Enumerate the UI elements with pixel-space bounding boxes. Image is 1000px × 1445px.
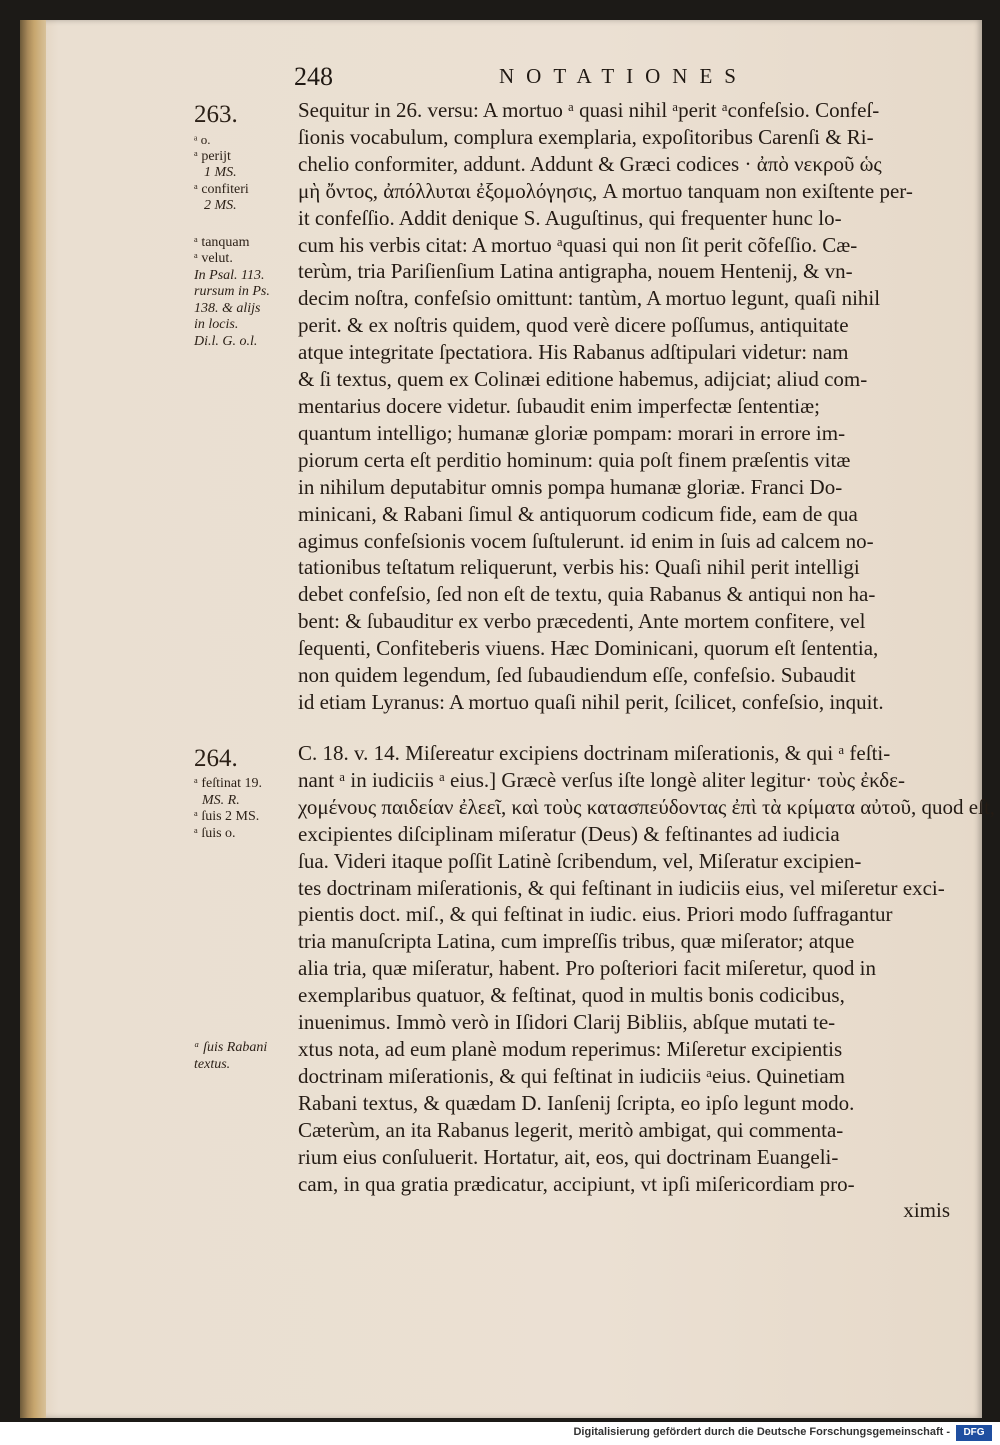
text-line: & ſi textus, quem ex Colinæi editione habemus, adijciat; aliud com-	[298, 367, 868, 392]
text-line: it confeſſio. Addit denique S. Auguſtinus, qui frequenter hunc lo-	[298, 205, 842, 230]
text-line: χομένους παιδείαν ἐλεεῖ, καὶ τοὺς κατασπεύδοντας ἐπὶ τὰ κρίματα αὐτοῦ, quod eſt,	[298, 794, 996, 819]
text-line: quantum intelligo; humanæ gloriæ pompam: morari in errore im-	[298, 420, 846, 445]
margin-note: ᵃ velut.	[194, 251, 233, 266]
text-line: rium eius conſuluerit. Hortatur, ait, eos, qui doctrinam Euangeli-	[298, 1144, 839, 1169]
text-line: μὴ ὄντος, ἀπόλλυται ἐξομολόγησις, A mortuo tanquam non exiſtente per-	[298, 178, 913, 203]
text-line: debet confeſsio, ſed non eſt de textu, quia Rabanus & antiqui non ha-	[298, 582, 876, 607]
page-gilt-edge	[20, 20, 46, 1418]
text-line: C. 18. v. 14. Miſereatur excipiens doctrinam miſerationis, & qui ᵃ feſti-	[298, 741, 891, 765]
funding-notice: Digitalisierung gefördert durch die Deutsche Forschungsgemeinschaft -	[573, 1426, 950, 1438]
text-line: ſua. Videri itaque poſſit Latinè ſcribendum, vel, Miſeratur excipien-	[298, 848, 862, 873]
margin-note: textus.	[194, 1056, 231, 1072]
text-line: terùm, tria Pariſienſium Latina antigrapha, nouem Hentenij, & vn-	[298, 259, 853, 284]
margin-note: ᵃ ſuis Rabani	[194, 1040, 268, 1055]
margin-note: Di.l. G. o.l.	[194, 333, 258, 349]
note-gap	[194, 215, 292, 235]
margin-note: ᵃ ſuis 2 MS.	[194, 809, 260, 824]
text-line: in nihilum deputabitur omnis pompa humanæ gloriæ. Franci Do-	[298, 474, 843, 499]
text-line: piorum certa eſt perditio hominum: quia poſt finem præſentis vitæ	[298, 447, 851, 472]
margin-note: 1 MS.	[204, 165, 237, 180]
margin-note: rursum in Ps.	[194, 284, 270, 299]
note-gap	[194, 842, 292, 1040]
text-line: mentarius docere videtur. ſubaudit enim imperfectæ ſententiæ;	[298, 393, 820, 418]
note-number: 264.	[194, 745, 238, 772]
margin-note: ᵃ ſuis o.	[194, 825, 236, 841]
catchword: ximis	[903, 1198, 950, 1223]
dfg-logo[interactable]: DFG	[956, 1425, 992, 1441]
text-line: tes doctrinam miſerationis, & qui feſtinant in iudiciis eius, vel miſeretur exci-	[298, 875, 945, 900]
marginal-notes-264	[194, 744, 292, 1073]
text-line: chelio conformiter, addunt. Addunt & Græci codices · ἀπὸ νεκροῦ ὡς	[298, 151, 882, 176]
margin-note: in locis.	[194, 317, 239, 332]
text-line: cam, in qua gratia prædicatur, accipiunt, vt ipſi miſericordiam pro-	[298, 1171, 855, 1196]
text-line: excipientes diſciplinam miſeratur (Deus) & feſtinantes ad iudicia	[298, 821, 840, 846]
margin-note: ᵃ confiteri	[194, 181, 249, 197]
text-line: id etiam Lyranus: A mortuo quaſi nihil perit, ſcilicet, confeſsio, inquit.	[298, 689, 884, 714]
note-263-text	[298, 97, 958, 716]
note-number: 263.	[194, 101, 238, 128]
page-header	[294, 58, 964, 98]
text-line: tationibus teſtatum reliquerunt, verbis his: Quaſi nihil perit intelligi	[298, 555, 860, 580]
page-number: 248	[294, 62, 333, 91]
text-line: pientis doct. miſ., & qui feſtinat in iudic. eius. Priori modo ſuffragantur	[298, 902, 893, 927]
margin-note: MS. R.	[202, 792, 240, 808]
text-line: cum his verbis citat: A mortuo ᵃquasi qui non ſit perit cõfeſſio. Cæ-	[298, 232, 858, 257]
text-line: decim noſtra, confeſsio omittunt: tantùm, A mortuo legunt, quaſi nihil	[298, 286, 881, 311]
text-line: nant ᵃ in iudiciis ᵃ eius.] Græcè verſus iſte longè aliter legitur· τοὺς ἐκδε-	[298, 767, 905, 792]
text-line: ſionis vocabulum, complura exemplaria, expoſitoribus Carenſi & Ri-	[298, 124, 874, 149]
text-line: Rabani textus, & quædam D. Ianſenij ſcripta, eo ipſo legunt modo.	[298, 1090, 855, 1115]
text-line: agimus confeſsionis vocem ſuſtulerunt. id enim in ſuis ad calcem no-	[298, 528, 874, 553]
text-line: xtus nota, ad eum planè modum reperimus: Miſeretur excipientis	[298, 1036, 843, 1061]
text-line: ſequenti, Confiteberis viuens. Hæc Dominicani, quorum eſt ſententia,	[298, 636, 879, 661]
text-line: inuenimus. Immò verò in Iſidori Clarij Bibliis, abſque mutati te-	[298, 1010, 836, 1035]
text-line: Cæterùm, an ita Rabanus legerit, meritò ambigat, qui commenta-	[298, 1117, 844, 1142]
text-line: Sequitur in 26. versu: A mortuo ᵃ quasi nihil ᵃperit ᵃconfeſsio. Confeſ-	[298, 98, 880, 122]
margin-note: ᵃ tanquam	[194, 234, 250, 250]
margin-note: 138. & alijs	[194, 300, 261, 316]
text-line: atque integritate ſpectatiora. His Rabanus adſtipulari videtur: nam	[298, 340, 849, 365]
digitization-footer	[0, 1422, 1000, 1445]
text-line: non quidem legendum, ſed ſubaudiendum eſſe, confeſsio. Subaudit	[298, 663, 856, 688]
text-line: exemplaribus quatuor, & feſtinat, quod in multis bonis codicibus,	[298, 983, 845, 1008]
margin-note: ᵃ perijt	[194, 148, 231, 164]
running-title: NOTATIONES	[499, 64, 748, 88]
text-line: doctrinam miſerationis, & qui feſtinat in iudiciis ᵃeius. Quinetiam	[298, 1063, 845, 1088]
margin-note: ᵃ o.	[194, 132, 211, 147]
text-line: bent: & ſubauditur ex verbo præcedenti, Ante mortem confitere, vel	[298, 609, 866, 634]
margin-note: ᵃ feſtinat 19.	[194, 776, 262, 791]
margin-note: In Psal. 113.	[194, 267, 265, 283]
text-line: perit. & ex noſtris quidem, quod verè dicere poſſumus, antiquitate	[298, 313, 849, 338]
marginal-notes-263	[194, 100, 292, 350]
note-264-text	[298, 740, 996, 1224]
text-line: alia tria, quæ miſeratur, habent. Pro poſteriori facit miſeretur, quod in	[298, 956, 876, 981]
text-line: minicani, & Rabani ſimul & antiquorum codicum fide, eam de qua	[298, 501, 858, 526]
text-line: tria manuſcripta Latina, cum impreſſis tribus, quæ miſerator; atque	[298, 929, 855, 954]
margin-note: 2 MS.	[204, 198, 237, 213]
